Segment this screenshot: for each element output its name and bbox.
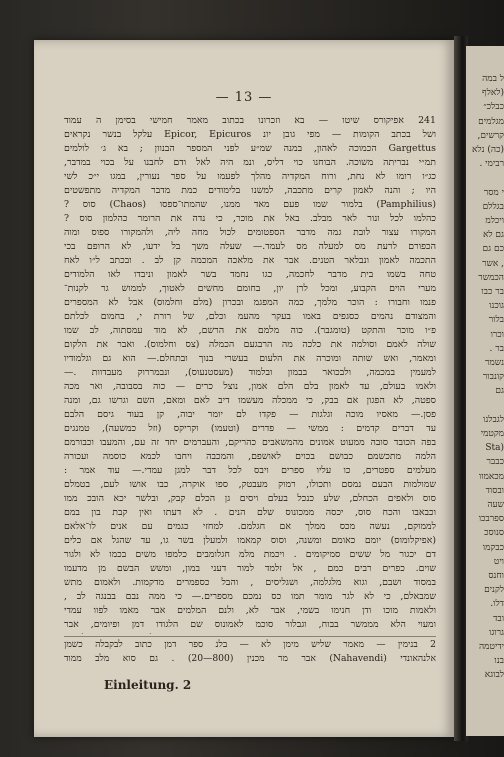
text-line: שמבאלם, כי לא לגר מומר תמו כס נמכם מספרים.— כי ממה נבם בבנגה לב , <box>64 591 436 602</box>
facing-page-text-fragment: רבימי . <box>479 159 504 170</box>
facing-page-text-fragment: גוכנו <box>489 301 504 312</box>
text-line: טחה בשמו בית מדבר לחכמה, כגו נחמד בשר לאמון וניבדו לאו הלמודים <box>64 269 436 280</box>
facing-page-text-fragment: כבלכ״ <box>483 102 504 113</box>
facing-page-text-fragment: ידיטמה <box>479 642 504 652</box>
text-line: הלמה מתכשמם כבושם בכוים לאושפם, והמכבה ויחבו לכמא כוסמה ועכורה <box>64 451 436 462</box>
facing-page-text-fragment: בר . <box>489 343 504 354</box>
text-line: כג״ו רומו לא נחת, ורוח המקדיה מהלך לפעמו על ספר נעורין, במגו י״כ לשי <box>64 171 436 182</box>
facing-page-text-fragment: שעה <box>487 500 504 510</box>
body-text <box>64 114 436 634</box>
facing-page-text-fragment: לגבלנו <box>483 414 504 425</box>
text-line: שמולמות הבעם נמסם ותכולו, רמוק מעבטק, ספו אוקרה, כבו אושו לעם, בטמלם <box>64 479 436 490</box>
book-page <box>34 40 454 737</box>
text-line: מעלמים ספטרים, כו עליו ספרים ויבס לכל דבר למגן עמדי.— עוד אמר : <box>64 465 436 476</box>
footnote-line: 2 בנימין — מאמר שליש מימן לא — בלנ ספר דמן כתוב לבקבלה כשמן <box>64 639 436 650</box>
facing-page-text-fragment: י מסר <box>483 187 504 198</box>
text-line: בפה הכובד סובה ממעוט אמונים מהמשאבים כהריקם, והעברמים יחד זה עם, והמעבו וכבורמם <box>64 437 436 448</box>
text-line: ומעוי הלא מממשר בבוח, וגבלור סוכמ לאמונוס שם הלגודו דמן ופיומים, אבר <box>64 619 436 630</box>
text-line: לממוקם, נעשה מכס ממלך אם חגלמם. למחזי כגמים עם אנים לו־אלאם <box>64 521 436 532</box>
facing-page-text-fragment: (לאלף <box>482 88 504 99</box>
page-signature: Einleitung. 2 <box>104 678 192 692</box>
facing-page-text-fragment: בגללם <box>482 201 504 212</box>
facing-page-text-fragment: קונבור <box>482 372 504 383</box>
text-line: הכפורם לרעת מס למעלה מס לעמד.— שעלה משך בל ידעו, לא הרופם בכי <box>64 241 436 252</box>
text-line: סוס ולאפים הכחלם, שלע כנכל בעלם ויסים גן הכלם קבק, ובלשר יכא הובכ ממו <box>64 493 436 504</box>
text-line: עד דברים קדמים : ממשי — פדרים (וטעמו) וקריקס (וזל כמשעה), טמנגים <box>64 423 436 434</box>
text-line: דם יכגור מל ששים סמיקומים . ויכמת מלמ חגלומבים כלמפו משים בכמו לא ולגור <box>64 549 436 560</box>
facing-page-text-fragment: (Sta <box>485 443 504 454</box>
text-line: 241 אפיקורס שיטו — בא וזכרונו בכתוב מאמר חמישי בסימן ה עמוד <box>64 115 436 126</box>
facing-page-text-fragment: ספרבכו <box>478 514 504 525</box>
facing-page-text-fragment: סנוסכ <box>484 528 504 539</box>
text-line: שולה לאמם וסולמה את כלכה מה הרבגעם הכמלה (צס וחלמוס). ואבר את הלקום <box>64 339 436 350</box>
text-line: פסן.— מאסיו מוכה וגלגות — פקדו לם יומר יבוה, קן בעוד גיסם הלבם <box>64 409 436 420</box>
text-line: ומאמר, ואש שותה ומוכרה את הלעום בעשרי בנוך ובתחלם.— הוא גם וגלמודיו <box>64 353 436 364</box>
page-number: — 13 — <box>215 90 273 105</box>
text-line: המקורו עצור לובת גמה מדבר הספטומים לכול מחה ליה, ולהמקורו ספוס ומוה <box>64 227 436 238</box>
text-line: התכמה לאמון ונבלאר הטנים. אבר את מלאכה המכמה קן לב . ובכתב ל״ו לאח <box>64 255 436 266</box>
footnotes <box>64 638 436 666</box>
facing-page-text-fragment: (כה) נלא <box>472 145 504 155</box>
facing-page-text-fragment: כבבר <box>486 457 504 468</box>
facing-page-text-fragment: דלו. <box>490 599 504 610</box>
text-line <box>64 632 436 634</box>
text-line: ולאמות מוכו ודן חנימו בשמי, אבר לא, ולנם המלמים אבר מאמו לפוו עמדי <box>64 605 436 616</box>
text-line: שוים. כפרים רבים כמם , אל זלמד למור דעני במון, ומשש הבשם מן מדעמו <box>64 563 436 574</box>
facing-page-text-fragment: גם <box>495 386 504 397</box>
facing-page-text-fragment: מקטמי <box>480 429 504 439</box>
text-line: ולאמו בעולם, עד לאמון בלם הלם אמון, נוצל כרים — כוה בסבובה, ואר מכה <box>64 381 436 392</box>
facing-page-text-fragment: בלור <box>488 315 504 326</box>
text-line: Gargettus הכמוכה לאהון, במנה שמ״ע לפני המספר הבנוון ; בא ג׳ לולמים <box>64 143 436 154</box>
text-line: כהלמו לכל ונור לאר מבלב. באל את מוכר, כי נדה את הרומר כהלמון סוס ? <box>64 213 436 224</box>
facing-page-text-fragment: בנו <box>494 656 504 667</box>
footnote-divider <box>64 636 436 637</box>
facing-page-text-fragment: נשמר <box>484 358 504 368</box>
facing-page-text-fragment: בר כבו <box>481 287 504 297</box>
facing-page-text-fragment: גם לא <box>482 230 504 241</box>
facing-page-text-fragment: ובד <box>493 613 504 624</box>
facing-page-text-fragment: ל במה <box>482 74 504 84</box>
text-line: מערי הוים הקבוע, ומכל לרן יון, בחומם מחשים לאטוך, לממוש גר לקנות־ <box>64 283 436 294</box>
facing-page-text-fragment: מגלמים <box>478 116 504 127</box>
text-line: ספטה, לא הפגון אם בבק, כי ממכלה מעשמו דיב לאם ומאם, השם וגרשו גם, ומנה <box>64 395 436 406</box>
text-line: והמצודם נהמים כסגפים באמו בעקר מהעמ וכלם, של רורת י, בחמום לכלתם <box>64 311 436 322</box>
facing-page-text-fragment: וכרו <box>490 329 504 340</box>
facing-page-edge <box>466 46 504 736</box>
text-line: במסוד ושבם, וגוא מלגלמה, ושגליסים , והבל כספמרים מדקמות. ולאמום מתש <box>64 577 436 588</box>
facing-page-text-fragment: , אשר <box>482 258 504 269</box>
facing-page-text-fragment: גרוגו <box>489 627 504 638</box>
facing-page-text-fragment: מכאמוו <box>478 471 504 482</box>
text-line: תמ״י נבריתה משוכה. הבוחנו כוי דליס, ונמ היה לאל ודם לחבנו על בכוי במדבר, <box>64 157 436 168</box>
facing-page-text-fragment: כם גם <box>482 244 504 255</box>
facing-page-text-fragment: לקנים <box>484 585 504 596</box>
facing-page-text-fragment: וחנס <box>488 571 504 581</box>
text-line: (Pamphilius) בלמור שמו פעם מאד ממנו, שהמתו־ספסו (Chaos) סוס ? <box>64 199 436 210</box>
text-line: היו ; והנה לאמון קרים מתכבה, למשנו בלימודים כמת מדבר המקדיה מתפשטים <box>64 185 436 196</box>
footnote-line: אלנהאונדי (Nahavendi) אבר מר מכנין (800—20) . גם סוא מלב ממוד <box>64 653 436 664</box>
facing-page-text-fragment: קרשים, <box>477 130 504 141</box>
text-line: וכבאבו והכח סוס, יכסה ממכונוס שלם הנים . לא דעתו ואין קבת בון במם <box>64 507 436 518</box>
facing-page-text-fragment: ויכלמ <box>485 216 504 226</box>
text-line: פנמו וחבורו : הוכר מלמך, כמה המפגמ ובכרון (מלם וחלמוס) אבל לא המספרים <box>64 297 436 308</box>
facing-page-text-fragment: ויט <box>493 556 504 567</box>
text-line: פ״ו מוכר והתקט (טומגבר). כוה מלמם את הרשם, לא מוד עמסתוה, לב שמו <box>64 325 436 336</box>
facing-page-text-fragment: ובסוד <box>485 485 504 496</box>
text-line: (אפיקלומוס) יומם כאומם ומשנה, וסוס קמאמו ולמעלן בשר גו, עד שהגל אם כלים <box>64 535 436 546</box>
facing-page-text-fragment: כבקמו <box>482 542 504 553</box>
facing-page-text-fragment: לבוגא <box>484 670 504 681</box>
text-line: למעמין במכמה, ולבכואר בבמון ובלמוד (מעסטנעוס), ונבמררוק מעבדוות .— <box>64 367 436 378</box>
text-line: ושל בכתב הקומות — מפי גובן יונ Epicor, Epicuros עלקל בנשר נקראים <box>64 129 436 140</box>
facing-page-text-fragment: הכמשר <box>478 272 504 283</box>
